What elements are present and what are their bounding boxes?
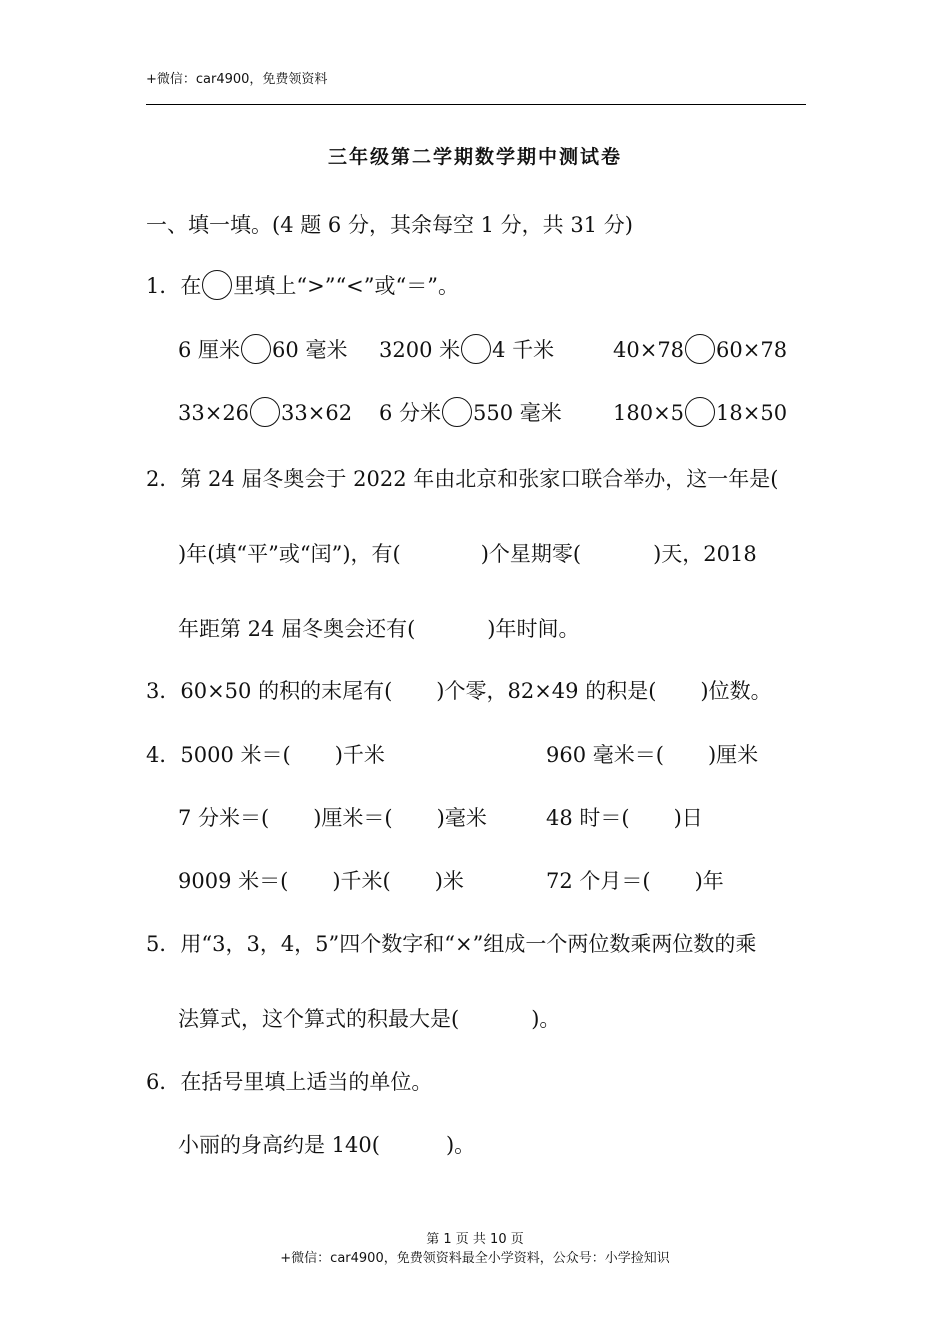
comparison-left: 33×26 xyxy=(178,401,250,425)
q4-text: 960 毫米＝( xyxy=(546,743,664,767)
page-title: 三年级第二学期数学期中测试卷 xyxy=(327,146,622,168)
q4-text: )厘米 xyxy=(707,743,759,767)
question-4-item xyxy=(178,866,464,896)
question-2-line-1: 2．第 24 届冬奥会于 2022 年由北京和张家口联合举办，这一年是( xyxy=(146,467,779,491)
comparison-item xyxy=(379,397,562,428)
answer-circle[interactable] xyxy=(241,334,271,364)
comparison-item xyxy=(178,397,352,428)
answer-circle[interactable] xyxy=(250,397,280,427)
answer-circle[interactable] xyxy=(442,397,472,427)
comparison-right: 60×78 xyxy=(716,338,788,362)
q4-text: )千米 xyxy=(334,743,385,767)
q1-prompt-end: 里填上“>”“<”或“＝”。 xyxy=(233,274,459,298)
q5-text: )。 xyxy=(531,1007,561,1031)
q4-text: 9009 米＝( xyxy=(178,869,289,893)
q4-text: 4．5000 米＝( xyxy=(146,743,291,767)
question-6-line-2 xyxy=(178,1130,475,1160)
footer-watermark: +微信：car4900，免费领资料最全小学资料，公众号：小学捡知识 xyxy=(280,1251,670,1266)
question-4-item xyxy=(546,803,703,833)
comparison-right: 33×62 xyxy=(281,401,353,425)
q4-text: )日 xyxy=(673,806,703,830)
q4-text: )厘米＝( xyxy=(313,806,393,830)
comparison-right: 60 毫米 xyxy=(272,338,348,362)
q4-text: )毫米 xyxy=(436,806,487,830)
q3-text: )个零，82×49 的积是( xyxy=(436,679,657,703)
comparison-right: 18×50 xyxy=(716,401,788,425)
comparison-item xyxy=(178,334,347,365)
q2-text: )年(填“平”或“闰”)，有( xyxy=(178,542,401,566)
comparison-left: 180×5 xyxy=(613,401,685,425)
q2-text: )年时间。 xyxy=(487,617,580,641)
q6-text: 小丽的身高约是 140( xyxy=(178,1133,380,1157)
header-watermark: +微信：car4900，免费领资料 xyxy=(146,72,328,87)
q4-text: )千米( xyxy=(332,869,391,893)
answer-circle[interactable] xyxy=(461,334,491,364)
q4-text: )年 xyxy=(694,869,724,893)
q5-text: 法算式，这个算式的积最大是( xyxy=(178,1007,460,1031)
q6-text: )。 xyxy=(445,1133,476,1157)
question-3 xyxy=(146,676,772,706)
q4-text: 48 时＝( xyxy=(546,806,630,830)
q3-text: 3．60×50 的积的末尾有( xyxy=(146,679,393,703)
question-2-line-2 xyxy=(178,539,757,569)
q3-text: )位数。 xyxy=(700,679,772,703)
question-1-prompt xyxy=(146,270,459,301)
comparison-left: 40×78 xyxy=(613,338,685,362)
header-divider xyxy=(146,104,806,105)
page-number: 第 1 页 共 10 页 xyxy=(426,1232,524,1247)
q1-prompt-start: 1．在 xyxy=(146,274,202,298)
section-heading: 一、填一填。(4 题 6 分，其余每空 1 分，共 31 分) xyxy=(146,213,633,237)
comparison-right: 4 千米 xyxy=(492,338,555,362)
comparison-right: 550 毫米 xyxy=(473,401,562,425)
q2-text: 年距第 24 届冬奥会还有( xyxy=(178,617,416,641)
comparison-left: 3200 米 xyxy=(379,338,461,362)
answer-circle[interactable] xyxy=(202,270,232,300)
comparison-item xyxy=(379,334,554,365)
comparison-item xyxy=(613,334,787,365)
q2-text: )天，2018 xyxy=(653,542,757,566)
q2-text: )个星期零( xyxy=(480,542,582,566)
question-4-item xyxy=(146,740,385,770)
question-4-item xyxy=(178,803,487,833)
question-4-item xyxy=(546,866,724,896)
answer-circle[interactable] xyxy=(685,334,715,364)
question-5-line-2 xyxy=(178,1004,560,1034)
comparison-left: 6 厘米 xyxy=(178,338,241,362)
answer-circle[interactable] xyxy=(685,397,715,427)
question-4-item xyxy=(546,740,758,770)
comparison-item xyxy=(613,397,787,428)
q4-text: )米 xyxy=(434,869,464,893)
question-2-line-3 xyxy=(178,614,579,644)
question-5-line-1: 5．用“3，3，4，5”四个数字和“×”组成一个两位数乘两位数的乘 xyxy=(146,932,757,956)
comparison-left: 6 分米 xyxy=(379,401,442,425)
q4-text: 7 分米＝( xyxy=(178,806,270,830)
question-6-line-1: 6．在括号里填上适当的单位。 xyxy=(146,1070,433,1094)
q4-text: 72 个月＝( xyxy=(546,869,651,893)
